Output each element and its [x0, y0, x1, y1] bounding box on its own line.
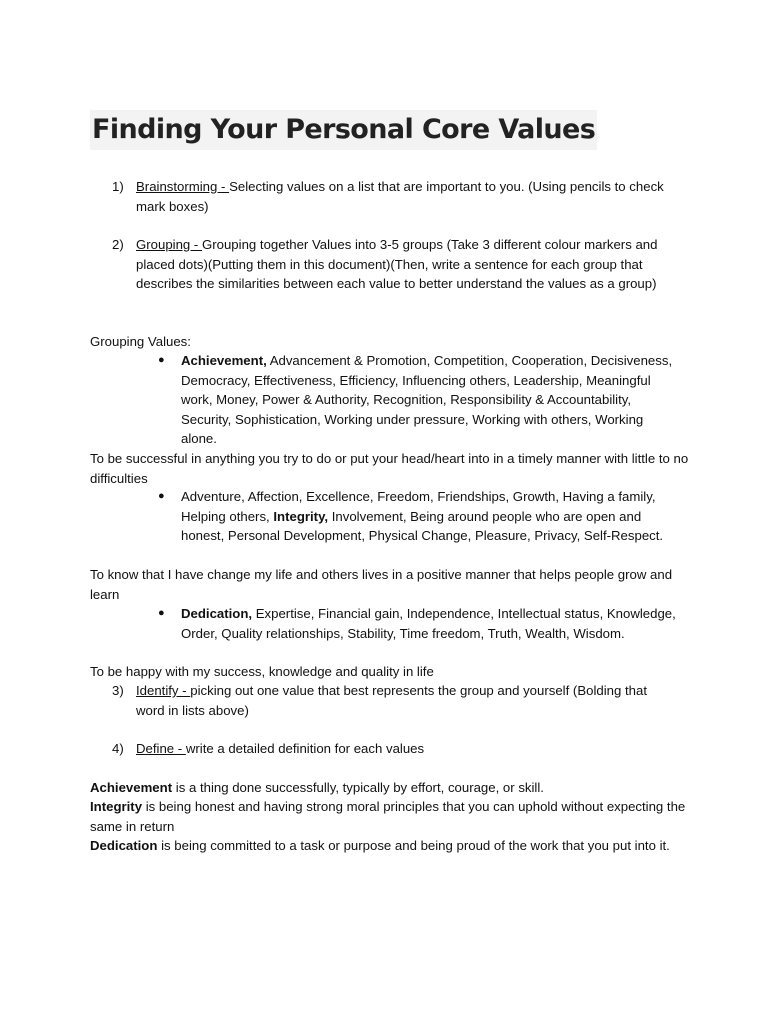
step-identify — [112, 681, 672, 720]
step-label: Define - — [136, 741, 186, 756]
step-label: Brainstorming - — [136, 179, 230, 194]
document-title: Finding Your Personal Core Values — [90, 110, 597, 150]
step-label: Identify - — [136, 683, 191, 698]
bullet-icon: ● — [158, 490, 165, 502]
step-number: 1) — [112, 179, 124, 194]
group-achievement: ● Achievement, Advancement & Promotion, Competition, Cooperation, Decisiveness, Democracy, Effectiveness, Efficiency, Influencing others, Leadership, Meaningful work, Money, Power & Authority, Recognition, Responsibility & Accountability, Security, Sophistication, Working under pressure, Working with others, Working alone. — [158, 353, 673, 446]
step-text: Selecting values on a list that are important to you. (Using pencils to check mark boxes) — [136, 179, 664, 214]
group-summary: To be successful in anything you try to do or put your head/heart into in a timely manner with little to no difficulties — [90, 451, 689, 486]
step-brainstorming — [112, 177, 672, 216]
core-value-bold: Dedication, — [181, 606, 253, 621]
step-text: picking out one value that best represents the group and yourself (Bolding that word in lists above) — [136, 683, 647, 718]
definition-text: is being honest and having strong moral principles that you can uphold without expecting the same in return — [90, 799, 686, 834]
group-dedication: ● Dedication, Expertise, Financial gain, Independence, Intellectual status, Knowledge, Order, Quality relationships, Stability, Time freedom, Truth, Wealth, Wisdom. — [158, 606, 676, 641]
step-label: Grouping - — [136, 237, 202, 252]
definition-text: is being committed to a task or purpose and being proud of the work that you put into it. — [157, 838, 670, 853]
definition-text: is a thing done successfully, typically by effort, courage, or skill. — [172, 780, 544, 795]
group-integrity: ● Adventure, Affection, Excellence, Freedom, Friendships, Growth, Having a family, Helping others, Integrity, Involvement, Being around people who are open and honest, Personal Development, Physical Change, Pleasure, Privacy, Self-Respect. — [158, 489, 664, 543]
core-value-bold: Achievement, — [181, 353, 267, 368]
definition-term: Dedication — [90, 838, 158, 853]
group-summary: To know that I have change my life and others lives in a positive manner that helps people grow and learn — [90, 567, 673, 602]
step-define — [112, 739, 672, 759]
group-summary: To be happy with my success, knowledge and quality in life — [90, 664, 434, 679]
step-number: 4) — [112, 741, 124, 756]
definition-achievement — [90, 778, 690, 798]
grouping-heading: Grouping Values: — [90, 334, 191, 349]
step-text: Grouping together Values into 3-5 groups (Take 3 different colour markers and placed dots)(Putting them in this document)(Then, write a sentence for each group that describes the similarities between each value to better understand the values as a group) — [136, 237, 658, 291]
step-number: 3) — [112, 683, 124, 698]
definition-dedication — [90, 836, 690, 856]
definition-term: Achievement — [90, 780, 173, 795]
step-number: 2) — [112, 237, 124, 252]
bullet-icon: ● — [158, 607, 165, 619]
step-text: write a detailed definition for each values — [185, 741, 425, 756]
definition-term: Integrity — [90, 799, 143, 814]
step-grouping — [112, 235, 672, 294]
bullet-icon: ● — [158, 354, 165, 366]
definition-integrity — [90, 797, 690, 836]
core-value-bold: Integrity, — [273, 508, 329, 524]
